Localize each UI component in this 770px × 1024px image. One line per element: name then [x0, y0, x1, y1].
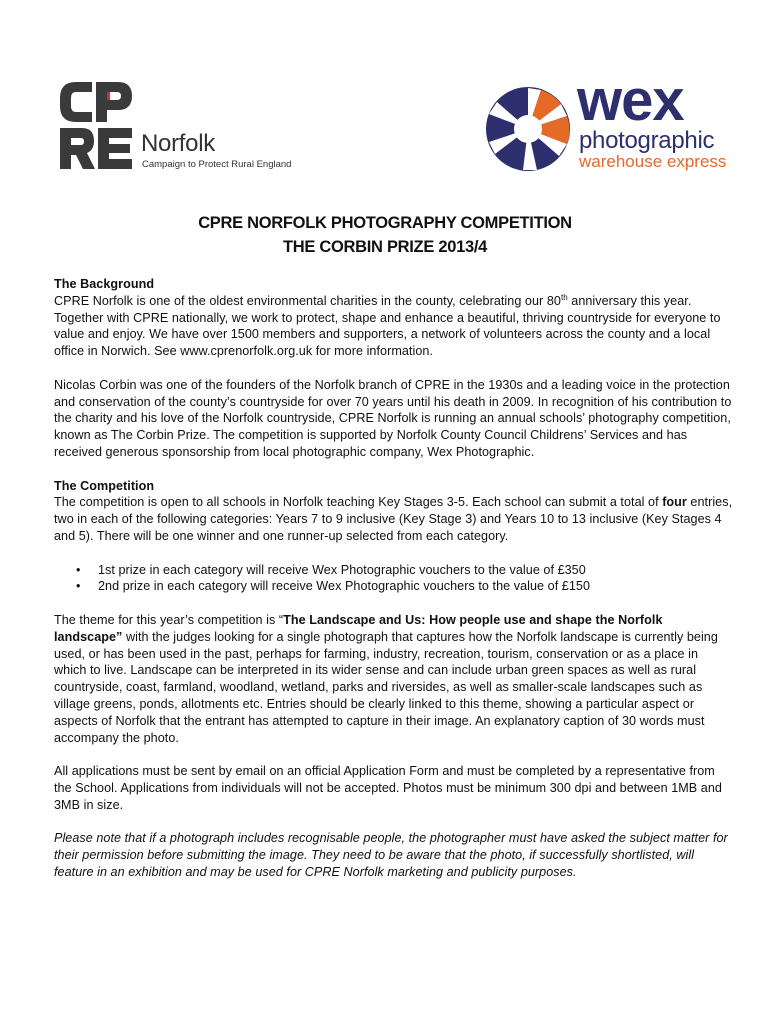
cpre-letters-icon	[56, 78, 134, 173]
competition-heading: The Competition	[54, 478, 155, 493]
camera-aperture-icon	[485, 86, 571, 172]
competition-text-a: The competition is open to all schools in Norfolk teaching Key Stages 3-5. Each school can submit a total of	[54, 495, 663, 510]
wex-photographic-logo	[485, 68, 735, 176]
applications-paragraph: All applications must be sent by email on an official Application Form and must be completed by a representative from the School. Applications from individuals will not be accepted. Photos must be minimum 300 dpi and between 1MB and 3MB in size.	[54, 764, 722, 812]
wex-tagline: warehouse express	[579, 152, 727, 171]
permission-note: Please note that if a photograph includes recognisable people, the photographer must have asked the subject matter for their permission before submitting the image. They need to be aware that the photo, if successfully shortlisted, will feature in an exhibition and may be used for CPRE Norfolk marketing and publicity purposes.	[54, 831, 728, 879]
competition-paragraph-1	[54, 478, 734, 545]
document-title: CPRE NORFOLK PHOTOGRAPHY COMPETITION	[198, 214, 572, 232]
cpre-tagline: Campaign to Protect Rural England	[142, 159, 292, 170]
background-paragraph-2: Nicolas Corbin was one of the founders of the Norfolk branch of CPRE in the 1930s and a leading voice in the protection and conservation of the county’s countryside for over 70 years until his death in 2009. In recognition of his contribution to the charity and his love of the Norfolk countryside, CPRE Norfolk is running an annual schools’ photography competition, known as The Corbin Prize. The competition is supported by Norfolk County Council Childrens’ Services and has received generous sponsorship from local photographic company, Wex Photographic.	[54, 377, 732, 459]
background-text-b: anniversary this year. Together with CPRE nationally, we work to protect, shape and enhance a beautiful, thriving countryside for everyone to value and enjoy. We have over 1500 members and supporters, a network of volunteers across the county and a local office in Norwich. See www.cprenorfolk.org.uk for more information.	[54, 293, 721, 359]
theme-title: The Landscape and Us: How people use and shape the Norfolk landscape”	[54, 612, 663, 644]
background-paragraph-1	[54, 276, 734, 360]
prize-list	[54, 562, 734, 596]
background-heading: The Background	[54, 277, 155, 291]
competition-text-b: entries, two in each of the following categories: Years 7 to 9 inclusive (Key Stage 3) and Years 10 to 13 inclusive (Key Stages 4 and 5). There will be one winner and one runner-up selected from each category.	[54, 495, 733, 543]
cpre-norfolk-name: Norfolk	[141, 130, 215, 157]
prize-item-first: • 1st prize in each category will receive Wex Photographic vouchers to the value of £350	[98, 562, 734, 579]
cpre-norfolk-logo	[56, 78, 296, 173]
wex-wordmark: wex	[577, 68, 684, 133]
document-subtitle: THE CORBIN PRIZE 2013/4	[283, 238, 487, 256]
background-text-a: CPRE Norfolk is one of the oldest environmental charities in the county, celebrating our 80	[54, 293, 561, 308]
theme-text-b: with the judges looking for a single photograph that captures how the Norfolk landscape is currently being used, or has been used in the past, perhaps for farming, industry, recreation, tourism, conservation or as a place in which to live. Landscape can be interpreted in its wider sense and can include urban green spaces as well as rural countryside, coast, farmland, woodland, wetland, parks and riversides, as well as smaller-scale landscapes such as village greens, ponds, allotments etc. Entries should be clearly linked to this theme, showing a particular aspect or aspects of Norfolk that the entrant has attempted to capture in their image. An explanatory caption of 30 words must accompany the photo.	[54, 629, 718, 745]
wex-photographic-text: photographic	[579, 127, 715, 154]
theme-text-a: The theme for this year’s competition is “	[54, 612, 284, 627]
ordinal-suffix: th	[560, 292, 568, 302]
theme-paragraph	[54, 612, 734, 746]
prize-item-second: • 2nd prize in each category will receive Wex Photographic vouchers to the value of £150	[98, 578, 734, 595]
document-body	[54, 276, 734, 897]
entries-count: four	[662, 495, 687, 510]
